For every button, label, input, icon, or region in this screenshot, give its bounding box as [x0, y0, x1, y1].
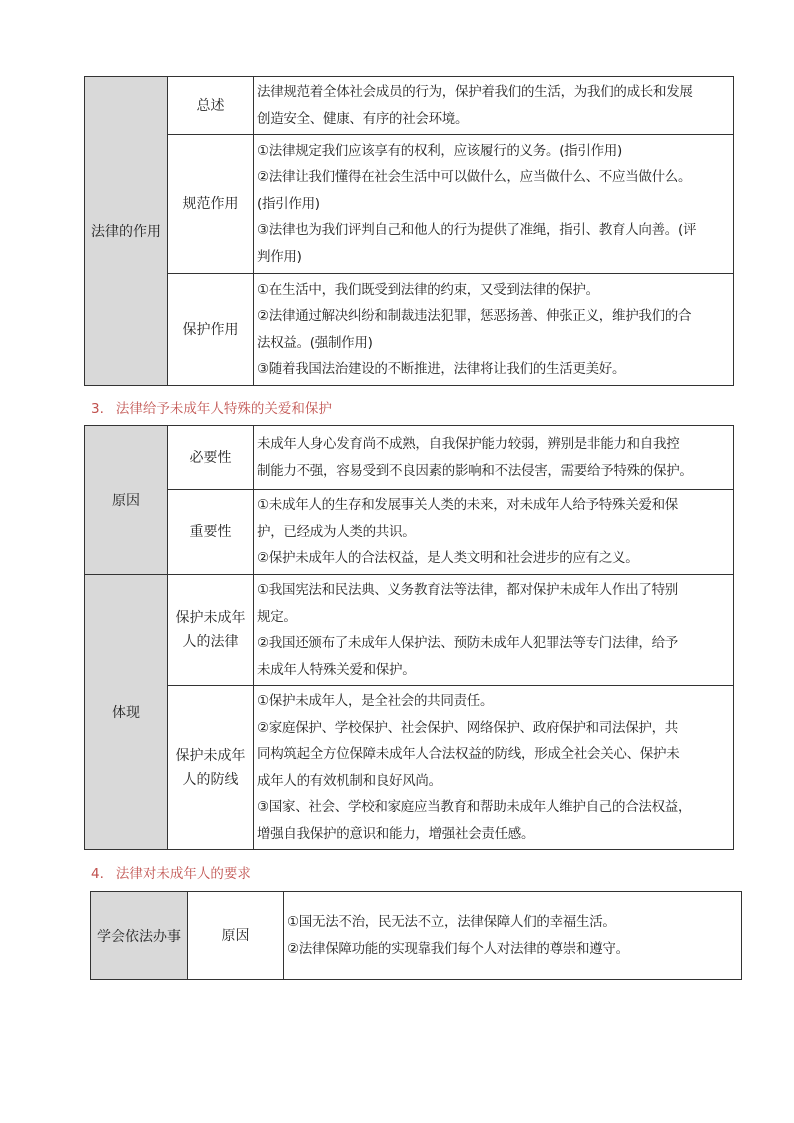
text-line: 同构筑起全方位保障未成年人合法权益的防线，形成全社会关心、保护未: [257, 746, 680, 762]
label-line: 人的法律: [182, 634, 239, 650]
row-label-necessity: 必要性: [168, 426, 254, 490]
row-content-necessity: [254, 426, 734, 490]
row-head-embodiment: 体现: [85, 575, 168, 850]
section-title: 法律对未成年人的要求: [115, 866, 251, 882]
row-content-reason: [284, 892, 742, 980]
table-row: [85, 274, 734, 386]
section-number: 3.: [91, 401, 104, 417]
row-label-overview: 总述: [168, 77, 254, 135]
text-line: ②家庭保护、学校保护、社会保护、网络保护、政府保护和司法保护，共: [257, 719, 679, 736]
table-row: [91, 892, 742, 980]
text-line: ①在生活中，我们既受到法律的约束，又受到法律的保护。: [257, 281, 599, 298]
text-line: 增强自我保护的意识和能力，增强社会责任感。: [257, 825, 535, 842]
row-label-protective-laws: [168, 575, 254, 686]
text-line: ②法律让我们懂得在社会生活中可以做什么，应当做什么、不应当做什么。: [257, 169, 692, 186]
legal-function-table: [84, 76, 734, 386]
row-label-protective: 保护作用: [168, 274, 254, 386]
text-line: ②我国还颁布了未成年人保护法、预防未成年人犯罪法等专门法律，给予: [257, 635, 679, 651]
section-title: 法律给予未成年人特殊的关爱和保护: [115, 401, 332, 417]
row-content-overview: [254, 77, 734, 135]
label-line: 人的防线: [182, 771, 239, 788]
label-line: 保护未成年: [175, 610, 246, 626]
text-line: ③法律也为我们评判自己和他人的行为提供了准绳，指引、教育人向善。(评: [257, 222, 697, 239]
text-line: ①国无法不治，民无法不立，法律保障人们的幸福生活。: [287, 914, 616, 930]
text-line: 护，已经成为人类的共识。: [257, 523, 416, 540]
row-content-protective: [254, 274, 734, 386]
text-line: ①未成年人的生存和发展事关人类的未来，对未成年人给予特殊关爱和保: [257, 497, 679, 514]
section-heading-4: [91, 862, 251, 882]
text-line: ②保护未成年人的合法权益，是人类文明和社会进步的应有之义。: [257, 550, 639, 567]
row-content-protective-lines: [254, 686, 734, 850]
law-compliance-table: [90, 891, 742, 980]
text-line: 未成年人身心发育尚不成熟，自我保护能力较弱，辨别是非能力和自我控: [257, 436, 680, 452]
table-row: [85, 686, 734, 850]
table-row: [85, 490, 734, 575]
table-row: [85, 77, 734, 135]
text-line: 法律规范着全体社会成员的行为，保护着我们的生活，为我们的成长和发展: [257, 84, 693, 100]
label-line: 保护未成年: [175, 747, 246, 764]
table-row: [85, 426, 734, 490]
row-head-reason: 原因: [85, 426, 168, 575]
text-line: ③国家、社会、学校和家庭应当教育和帮助未成年人维护自己的合法权益，: [257, 799, 692, 815]
text-line: 法权益。(强制作用): [257, 334, 373, 351]
section-number: 4.: [91, 866, 104, 882]
row-label-normative: 规范作用: [168, 135, 254, 274]
text-line: 未成年人特殊关爱和保护。: [257, 661, 416, 678]
table-row: [85, 575, 734, 686]
text-line: ②法律保障功能的实现靠我们每个人对法律的尊崇和遵守。: [287, 940, 629, 957]
text-line: 规定。: [257, 608, 297, 625]
table-row: [85, 135, 734, 274]
row-head-act-by-law: 学会依法办事: [91, 892, 188, 980]
text-line: (指引作用): [257, 195, 320, 212]
text-line: ①我国宪法和民法典、义务教育法等法律，都对保护未成年人作出了特别: [257, 582, 679, 598]
text-line: ①法律规定我们应该享有的权利，应该履行的义务。(指引作用): [257, 142, 622, 159]
row-label-reason: 原因: [188, 892, 284, 980]
text-line: ②法律通过解决纠纷和制裁违法犯罪，惩恶扬善、伸张正义，维护我们的合: [257, 308, 692, 324]
text-line: ③随着我国法治建设的不断推进，法律将让我们的生活更美好。: [257, 361, 626, 377]
section-heading-3: [91, 397, 332, 417]
text-line: 判作用): [257, 248, 302, 265]
text-line: ①保护未成年人，是全社会的共同责任。: [257, 693, 494, 709]
row-content-normative: [254, 135, 734, 274]
row-head-legal-function: 法律的作用: [85, 77, 168, 386]
text-line: 成年人的有效机制和良好风尚。: [257, 772, 442, 789]
row-label-importance: 重要性: [168, 490, 254, 575]
row-content-protective-laws: [254, 575, 734, 686]
text-line: 制能力不强，容易受到不良因素的影响和不法侵害，需要给予特殊的保护。: [257, 462, 693, 479]
minor-protection-table: [84, 425, 734, 850]
row-content-importance: [254, 490, 734, 575]
text-line: 创造安全、健康、有序的社会环境。: [257, 110, 469, 127]
row-label-protective-lines: [168, 686, 254, 850]
